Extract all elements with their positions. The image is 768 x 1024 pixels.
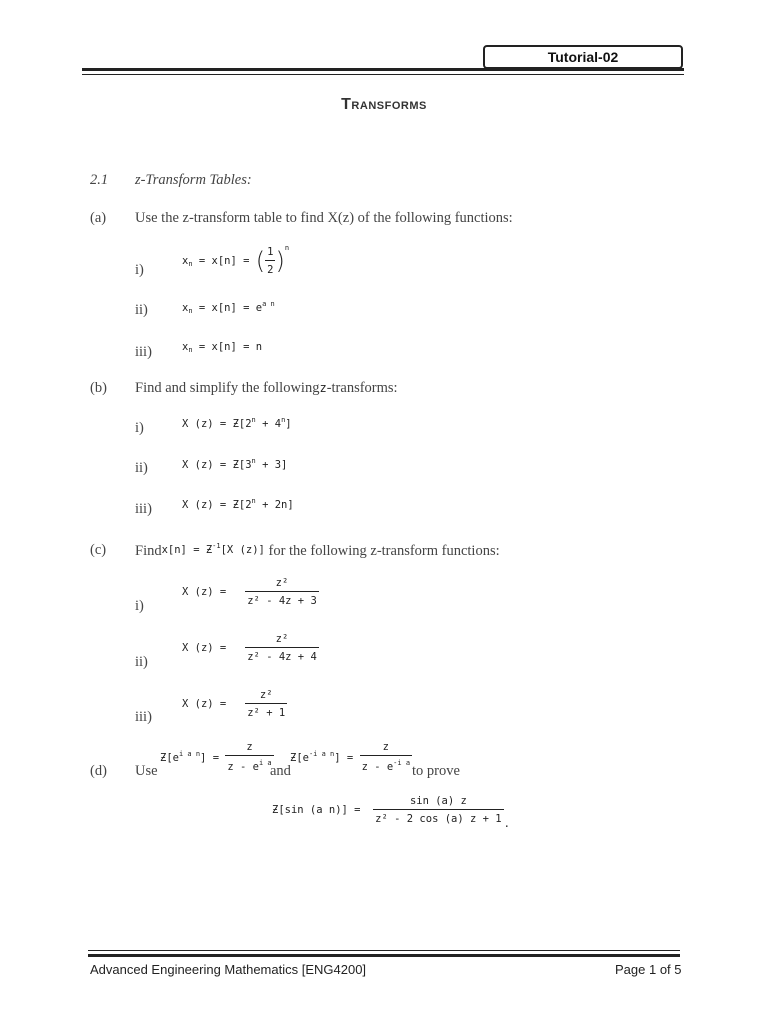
part-c-label: (c) (90, 542, 107, 558)
part-c-item-3-roman: iii) (135, 709, 152, 725)
part-d-to-prove: to prove (412, 763, 460, 779)
header-rule (82, 68, 684, 71)
part-a-item-1-roman: i) (135, 262, 144, 278)
part-c-item-1-roman: i) (135, 598, 144, 614)
part-c-item-2-formula: X (z) = $\frac{\text{z²}}{\text{z² - 4z + 4}}$ (182, 633, 317, 663)
part-d-eq2: $Ƶ[e^{-i a n}]$ = $\frac{z}{z - e^{-i a}}$ (290, 741, 411, 773)
part-d-label: (d) (90, 763, 107, 779)
tutorial-label: Tutorial-02 (483, 45, 683, 69)
part-c-item-1-formula: X (z) = $\frac{\text{z²}}{\text{z² - 4z + 3}}$ (182, 577, 317, 607)
part-b-label: (b) (90, 380, 107, 396)
section-number: 2.1 (90, 172, 109, 188)
part-c-instruction: Findx[n] = $Ƶ^{-1}[X$ (z)] for the following z-transform functions: (135, 542, 500, 559)
footer-rule-thin (88, 950, 680, 951)
part-d-use: Use (135, 763, 158, 779)
part-b-item-1-roman: i) (135, 420, 144, 436)
part-b-item-2-roman: ii) (135, 460, 148, 476)
part-d-and: and (270, 763, 291, 779)
footer-course: Advanced Engineering Mathematics [ENG4200] (90, 962, 367, 977)
part-a-item-3-roman: iii) (135, 344, 152, 360)
part-a-label: (a) (90, 210, 107, 226)
part-a-item-1-formula: $x_n = x[n]$ = ( $\frac{1}{2}$ )$^n$ (182, 244, 290, 276)
part-b-item-1-formula: X $(z) = Ƶ[2^n + 4^n]$ (182, 416, 292, 430)
part-d-prove-formula: Ƶ[sin (a n)] = $\frac{\sin (a) z}{\text{z² - 2 cos (a) z + 1}}$ . (272, 795, 510, 830)
section-title: z-Transform Tables: (135, 172, 252, 188)
part-c-item-2-roman: ii) (135, 654, 148, 670)
part-a-item-2-formula: $x_n = x[n] = e^{a n}$ (182, 300, 275, 315)
part-b-instruction: Find and simplify the followingz-transforms: (135, 380, 398, 396)
part-b-item-3-roman: iii) (135, 501, 152, 517)
part-b-item-2-formula: X $(z) = Ƶ[3^n + 3]$ (182, 457, 288, 471)
header-rule-thin (82, 74, 684, 75)
footer-page-number: Page 1 of 5 (615, 962, 682, 977)
part-a-item-3-formula: $x_n = x[n] = n$ (182, 341, 263, 354)
page-title: Transforms (341, 96, 427, 113)
footer-rule (88, 954, 680, 957)
part-b-item-3-formula: X $(z) = Ƶ[2^n + 2n]$ (182, 497, 294, 511)
part-c-item-3-formula: X (z) = $\frac{\text{z²}}{\text{z² + 1}}$ (182, 689, 286, 719)
part-a-item-2-roman: ii) (135, 302, 148, 318)
part-d-eq1: $Ƶ[e^{i a n}]$ = $\frac{z}{z - e^{i a}}$ (160, 741, 272, 773)
part-a-instruction: Use the z-transform table to find X(z) of the following functions: (135, 210, 513, 226)
